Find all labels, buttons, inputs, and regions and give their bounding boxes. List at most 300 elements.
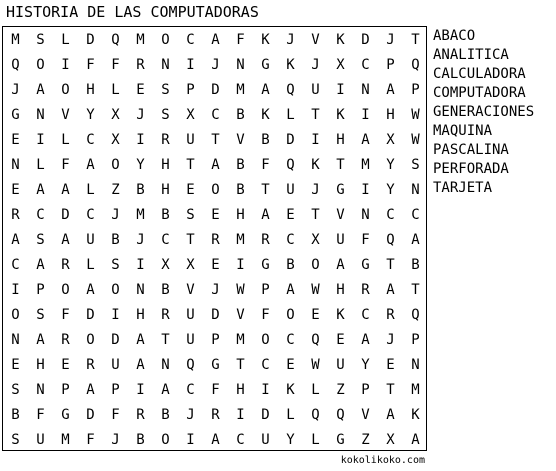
grid-letter[interactable]: Q: [11, 56, 20, 73]
grid-letter[interactable]: T: [161, 331, 170, 348]
grid-letter[interactable]: C: [261, 356, 270, 373]
grid-letter[interactable]: M: [236, 331, 245, 348]
grid-letter[interactable]: C: [236, 431, 245, 448]
grid-letter[interactable]: L: [286, 106, 295, 123]
grid-letter[interactable]: A: [86, 281, 95, 298]
grid-letter[interactable]: H: [336, 281, 345, 298]
grid-letter[interactable]: K: [411, 406, 420, 423]
grid-letter[interactable]: K: [336, 31, 345, 48]
grid-letter[interactable]: E: [211, 206, 220, 223]
grid-letter[interactable]: R: [211, 406, 220, 423]
grid-letter[interactable]: U: [336, 231, 345, 248]
grid-letter[interactable]: X: [186, 106, 195, 123]
grid-letter[interactable]: U: [286, 181, 295, 198]
grid-letter[interactable]: B: [11, 406, 20, 423]
grid-letter[interactable]: I: [186, 431, 195, 448]
grid-letter[interactable]: P: [361, 381, 370, 398]
grid-letter[interactable]: F: [361, 231, 370, 248]
grid-letter[interactable]: E: [136, 81, 145, 98]
grid-letter[interactable]: U: [186, 306, 195, 323]
grid-letter[interactable]: K: [261, 31, 270, 48]
grid-letter[interactable]: T: [311, 206, 320, 223]
grid-letter[interactable]: O: [161, 431, 170, 448]
grid-letter[interactable]: S: [186, 206, 195, 223]
grid-letter[interactable]: M: [11, 31, 20, 48]
grid-letter[interactable]: F: [111, 406, 120, 423]
grid-letter[interactable]: T: [186, 156, 195, 173]
grid-letter[interactable]: M: [236, 231, 245, 248]
grid-letter[interactable]: C: [36, 206, 45, 223]
grid-letter[interactable]: E: [286, 206, 295, 223]
grid-letter[interactable]: T: [411, 31, 420, 48]
grid-letter[interactable]: W: [411, 106, 420, 123]
grid-letter[interactable]: N: [411, 181, 420, 198]
grid-letter[interactable]: C: [86, 206, 95, 223]
grid-letter[interactable]: F: [61, 306, 70, 323]
grid-letter[interactable]: D: [286, 131, 295, 148]
grid-letter[interactable]: L: [86, 181, 95, 198]
grid-letter[interactable]: S: [161, 106, 170, 123]
grid-letter[interactable]: P: [111, 381, 120, 398]
grid-letter[interactable]: A: [211, 31, 220, 48]
grid-letter[interactable]: W: [236, 281, 245, 298]
grid-letter[interactable]: I: [136, 381, 145, 398]
grid-letter[interactable]: C: [386, 206, 395, 223]
grid-letter[interactable]: J: [386, 31, 395, 48]
grid-letter[interactable]: A: [286, 281, 295, 298]
grid-letter[interactable]: U: [111, 356, 120, 373]
grid-letter[interactable]: F: [261, 306, 270, 323]
grid-letter[interactable]: P: [36, 281, 45, 298]
grid-letter[interactable]: H: [36, 356, 45, 373]
grid-letter[interactable]: V: [61, 106, 70, 123]
grid-letter[interactable]: T: [386, 381, 395, 398]
grid-letter[interactable]: K: [286, 56, 295, 73]
grid-letter[interactable]: I: [111, 306, 120, 323]
grid-letter[interactable]: A: [361, 131, 370, 148]
grid-letter[interactable]: B: [161, 406, 170, 423]
grid-letter[interactable]: T: [336, 156, 345, 173]
grid-letter[interactable]: R: [61, 331, 70, 348]
grid-letter[interactable]: K: [336, 306, 345, 323]
grid-letter[interactable]: N: [161, 56, 170, 73]
grid-letter[interactable]: E: [211, 256, 220, 273]
grid-letter[interactable]: F: [211, 381, 220, 398]
grid-letter[interactable]: A: [36, 331, 45, 348]
grid-letter[interactable]: S: [36, 31, 45, 48]
grid-letter[interactable]: Y: [386, 156, 395, 173]
grid-letter[interactable]: F: [36, 406, 45, 423]
grid-letter[interactable]: T: [186, 231, 195, 248]
grid-letter[interactable]: C: [286, 331, 295, 348]
grid-letter[interactable]: R: [136, 406, 145, 423]
grid-letter[interactable]: M: [236, 81, 245, 98]
grid-letter[interactable]: R: [61, 256, 70, 273]
grid-letter[interactable]: D: [211, 306, 220, 323]
grid-letter[interactable]: N: [36, 106, 45, 123]
letter-grid[interactable]: [2, 26, 427, 451]
grid-letter[interactable]: A: [211, 156, 220, 173]
grid-letter[interactable]: X: [161, 256, 170, 273]
grid-letter[interactable]: G: [336, 431, 345, 448]
grid-letter[interactable]: I: [261, 381, 270, 398]
grid-letter[interactable]: Z: [111, 181, 120, 198]
grid-letter[interactable]: A: [36, 81, 45, 98]
grid-letter[interactable]: E: [186, 181, 195, 198]
grid-letter[interactable]: C: [211, 106, 220, 123]
grid-letter[interactable]: C: [186, 381, 195, 398]
grid-letter[interactable]: H: [336, 131, 345, 148]
grid-letter[interactable]: U: [186, 331, 195, 348]
grid-letter[interactable]: A: [411, 231, 420, 248]
grid-letter[interactable]: L: [86, 256, 95, 273]
grid-letter[interactable]: O: [61, 81, 70, 98]
grid-letter[interactable]: B: [286, 256, 295, 273]
grid-letter[interactable]: S: [111, 256, 120, 273]
grid-letter[interactable]: V: [336, 206, 345, 223]
grid-letter[interactable]: X: [186, 256, 195, 273]
grid-letter[interactable]: K: [261, 106, 270, 123]
grid-letter[interactable]: I: [136, 256, 145, 273]
grid-letter[interactable]: N: [136, 281, 145, 298]
grid-letter[interactable]: C: [361, 56, 370, 73]
grid-letter[interactable]: F: [236, 31, 245, 48]
word-item: ANALITICA: [433, 47, 509, 63]
grid-letter[interactable]: Y: [136, 156, 145, 173]
grid-letter[interactable]: T: [411, 281, 420, 298]
grid-letter[interactable]: Y: [86, 106, 95, 123]
grid-letter[interactable]: Y: [386, 181, 395, 198]
grid-letter[interactable]: B: [236, 106, 245, 123]
grid-letter[interactable]: U: [86, 231, 95, 248]
grid-letter[interactable]: Y: [361, 356, 370, 373]
grid-letter[interactable]: A: [361, 331, 370, 348]
grid-letter[interactable]: S: [36, 231, 45, 248]
word-item: CALCULADORA: [433, 66, 526, 82]
grid-letter[interactable]: Q: [411, 56, 420, 73]
grid-letter[interactable]: I: [36, 131, 45, 148]
grid-letter[interactable]: X: [111, 106, 120, 123]
grid-letter[interactable]: U: [261, 431, 270, 448]
grid-letter[interactable]: D: [261, 406, 270, 423]
grid-letter[interactable]: I: [236, 406, 245, 423]
grid-letter[interactable]: S: [161, 81, 170, 98]
word-item: ABACO: [433, 28, 476, 44]
grid-letter[interactable]: O: [261, 331, 270, 348]
grid-letter[interactable]: H: [136, 306, 145, 323]
grid-letter[interactable]: X: [386, 131, 395, 148]
grid-letter[interactable]: U: [186, 131, 195, 148]
grid-letter[interactable]: A: [411, 431, 420, 448]
grid-letter[interactable]: A: [61, 181, 70, 198]
grid-letter[interactable]: S: [411, 156, 420, 173]
grid-letter[interactable]: R: [211, 231, 220, 248]
grid-letter[interactable]: H: [161, 181, 170, 198]
grid-letter[interactable]: G: [11, 106, 20, 123]
grid-letter[interactable]: O: [86, 331, 95, 348]
grid-letter[interactable]: E: [386, 356, 395, 373]
grid-letter[interactable]: I: [136, 131, 145, 148]
puzzle-title: HISTORIA DE LAS COMPUTADORAS: [6, 3, 259, 21]
grid-letter[interactable]: W: [311, 356, 320, 373]
grid-letter[interactable]: P: [261, 281, 270, 298]
grid-letter[interactable]: F: [86, 431, 95, 448]
grid-letter[interactable]: B: [136, 181, 145, 198]
grid-letter[interactable]: M: [61, 431, 70, 448]
grid-letter[interactable]: M: [136, 31, 145, 48]
grid-letter[interactable]: L: [61, 131, 70, 148]
grid-letter[interactable]: J: [311, 56, 320, 73]
grid-letter[interactable]: G: [211, 356, 220, 373]
grid-letter[interactable]: D: [211, 81, 220, 98]
word-item: COMPUTADORA: [433, 85, 526, 101]
grid-letter[interactable]: A: [386, 81, 395, 98]
grid-letter[interactable]: V: [311, 31, 320, 48]
grid-letter[interactable]: J: [186, 406, 195, 423]
grid-letter[interactable]: T: [236, 356, 245, 373]
grid-letter[interactable]: D: [111, 331, 120, 348]
grid-letter[interactable]: L: [36, 156, 45, 173]
grid-letter[interactable]: O: [311, 256, 320, 273]
grid-letter[interactable]: R: [11, 206, 20, 223]
grid-letter[interactable]: A: [136, 356, 145, 373]
grid-letter[interactable]: N: [11, 331, 20, 348]
grid-letter[interactable]: I: [336, 81, 345, 98]
grid-letter[interactable]: Y: [286, 431, 295, 448]
grid-letter[interactable]: Q: [386, 231, 395, 248]
grid-letter[interactable]: J: [136, 231, 145, 248]
grid-letter[interactable]: B: [261, 131, 270, 148]
grid-letter[interactable]: I: [236, 256, 245, 273]
grid-letter[interactable]: X: [336, 56, 345, 73]
grid-letter[interactable]: O: [286, 306, 295, 323]
grid-letter[interactable]: A: [136, 331, 145, 348]
grid-letter[interactable]: I: [11, 281, 20, 298]
grid-letter[interactable]: J: [211, 281, 220, 298]
grid-letter[interactable]: V: [236, 131, 245, 148]
grid-letter[interactable]: L: [111, 81, 120, 98]
grid-letter[interactable]: T: [211, 131, 220, 148]
grid-letter[interactable]: O: [211, 181, 220, 198]
grid-letter[interactable]: A: [36, 181, 45, 198]
grid-letter[interactable]: P: [411, 81, 420, 98]
grid-letter[interactable]: A: [211, 431, 220, 448]
grid-letter[interactable]: V: [361, 406, 370, 423]
grid-letter[interactable]: B: [236, 156, 245, 173]
grid-letter[interactable]: D: [86, 306, 95, 323]
grid-letter[interactable]: L: [286, 406, 295, 423]
grid-letter[interactable]: L: [311, 381, 320, 398]
grid-letter[interactable]: B: [111, 231, 120, 248]
grid-letter[interactable]: V: [236, 306, 245, 323]
grid-letter[interactable]: A: [161, 381, 170, 398]
grid-letter[interactable]: T: [386, 256, 395, 273]
word-item: PERFORADA: [433, 161, 509, 177]
grid-letter[interactable]: I: [311, 131, 320, 148]
grid-letter[interactable]: K: [311, 156, 320, 173]
grid-letter[interactable]: X: [386, 431, 395, 448]
grid-letter[interactable]: O: [11, 306, 20, 323]
grid-letter[interactable]: M: [136, 206, 145, 223]
grid-letter[interactable]: H: [386, 106, 395, 123]
grid-letter[interactable]: E: [336, 331, 345, 348]
grid-letter[interactable]: A: [86, 381, 95, 398]
grid-letter[interactable]: O: [111, 281, 120, 298]
grid-letter[interactable]: S: [11, 431, 20, 448]
site-credit: kokolikoko.com: [340, 455, 425, 466]
grid-letter[interactable]: G: [261, 256, 270, 273]
grid-letter[interactable]: R: [386, 306, 395, 323]
grid-letter[interactable]: J: [386, 331, 395, 348]
grid-letter[interactable]: Z: [336, 381, 345, 398]
grid-letter[interactable]: I: [361, 106, 370, 123]
grid-letter[interactable]: J: [111, 206, 120, 223]
grid-letter[interactable]: B: [236, 181, 245, 198]
grid-letter[interactable]: I: [61, 56, 70, 73]
grid-letter[interactable]: O: [61, 281, 70, 298]
grid-letter[interactable]: P: [61, 381, 70, 398]
grid-letter[interactable]: G: [361, 256, 370, 273]
grid-letter[interactable]: D: [86, 31, 95, 48]
grid-letter[interactable]: J: [286, 31, 295, 48]
grid-letter[interactable]: N: [361, 81, 370, 98]
grid-letter[interactable]: T: [311, 106, 320, 123]
grid-letter[interactable]: B: [161, 281, 170, 298]
grid-letter[interactable]: F: [111, 56, 120, 73]
grid-letter[interactable]: A: [386, 406, 395, 423]
grid-letter[interactable]: D: [361, 31, 370, 48]
grid-letter[interactable]: Q: [286, 81, 295, 98]
grid-letter[interactable]: N: [411, 356, 420, 373]
grid-letter[interactable]: L: [61, 31, 70, 48]
grid-letter[interactable]: R: [261, 231, 270, 248]
grid-letter[interactable]: O: [161, 31, 170, 48]
grid-letter[interactable]: K: [286, 381, 295, 398]
grid-letter[interactable]: H: [236, 206, 245, 223]
grid-letter[interactable]: F: [61, 156, 70, 173]
grid-letter[interactable]: A: [11, 231, 20, 248]
grid-letter[interactable]: O: [36, 56, 45, 73]
grid-letter[interactable]: A: [86, 156, 95, 173]
grid-letter[interactable]: I: [361, 181, 370, 198]
grid-letter[interactable]: M: [411, 381, 420, 398]
grid-letter[interactable]: U: [36, 431, 45, 448]
grid-letter[interactable]: W: [311, 281, 320, 298]
grid-letter[interactable]: R: [86, 356, 95, 373]
grid-letter[interactable]: N: [236, 56, 245, 73]
grid-letter[interactable]: S: [11, 381, 20, 398]
grid-letter[interactable]: G: [61, 406, 70, 423]
grid-letter[interactable]: E: [11, 131, 20, 148]
grid-letter[interactable]: A: [261, 206, 270, 223]
grid-letter[interactable]: W: [411, 131, 420, 148]
grid-letter[interactable]: U: [336, 356, 345, 373]
grid-letter[interactable]: E: [61, 356, 70, 373]
grid-letter[interactable]: S: [36, 306, 45, 323]
grid-letter[interactable]: U: [311, 81, 320, 98]
grid-letter[interactable]: J: [136, 106, 145, 123]
grid-letter[interactable]: A: [61, 231, 70, 248]
grid-letter[interactable]: R: [136, 56, 145, 73]
grid-letter[interactable]: B: [411, 256, 420, 273]
grid-letter[interactable]: J: [11, 81, 20, 98]
grid-letter[interactable]: J: [311, 181, 320, 198]
word-list: [433, 27, 534, 198]
grid-letter[interactable]: R: [161, 131, 170, 148]
grid-letter[interactable]: H: [161, 156, 170, 173]
grid-letter[interactable]: A: [36, 256, 45, 273]
grid-letter[interactable]: L: [311, 431, 320, 448]
word-item: TARJETA: [433, 180, 493, 196]
grid-letter[interactable]: A: [336, 256, 345, 273]
grid-letter[interactable]: Q: [336, 406, 345, 423]
grid-letter[interactable]: C: [86, 131, 95, 148]
grid-letter[interactable]: B: [161, 206, 170, 223]
grid-letter[interactable]: C: [11, 256, 20, 273]
grid-letter[interactable]: C: [361, 306, 370, 323]
grid-letter[interactable]: H: [86, 81, 95, 98]
grid-letter[interactable]: F: [261, 156, 270, 173]
grid-letter[interactable]: R: [361, 281, 370, 298]
grid-letter[interactable]: Q: [311, 331, 320, 348]
grid-letter[interactable]: T: [261, 181, 270, 198]
grid-letter[interactable]: Q: [186, 356, 195, 373]
grid-letter[interactable]: Z: [361, 431, 370, 448]
grid-letter[interactable]: E: [11, 181, 20, 198]
grid-letter[interactable]: Q: [411, 306, 420, 323]
grid-letter[interactable]: N: [36, 381, 45, 398]
grid-letter[interactable]: Q: [111, 31, 120, 48]
grid-letter[interactable]: C: [286, 231, 295, 248]
grid-letter[interactable]: J: [111, 431, 120, 448]
grid-letter[interactable]: X: [311, 231, 320, 248]
grid-letter[interactable]: E: [11, 356, 20, 373]
grid-letter[interactable]: N: [361, 206, 370, 223]
grid-letter[interactable]: O: [111, 156, 120, 173]
grid-letter[interactable]: N: [11, 156, 20, 173]
grid-letter[interactable]: V: [186, 281, 195, 298]
grid-letter[interactable]: C: [186, 31, 195, 48]
grid-letter[interactable]: I: [186, 56, 195, 73]
grid-letter[interactable]: M: [361, 156, 370, 173]
grid-letter[interactable]: A: [261, 81, 270, 98]
grid-letter[interactable]: P: [411, 331, 420, 348]
grid-letter[interactable]: D: [61, 206, 70, 223]
grid-letter[interactable]: P: [386, 56, 395, 73]
grid-letter[interactable]: K: [336, 106, 345, 123]
grid-letter[interactable]: X: [111, 131, 120, 148]
grid-letter[interactable]: F: [86, 56, 95, 73]
grid-letter[interactable]: E: [286, 356, 295, 373]
grid-letter[interactable]: R: [161, 306, 170, 323]
grid-letter[interactable]: C: [411, 206, 420, 223]
grid-letter[interactable]: P: [186, 81, 195, 98]
grid-letter[interactable]: G: [336, 181, 345, 198]
grid-letter[interactable]: G: [261, 56, 270, 73]
grid-letter[interactable]: H: [236, 381, 245, 398]
grid-letter[interactable]: B: [136, 431, 145, 448]
grid-letter[interactable]: E: [311, 306, 320, 323]
grid-letter[interactable]: N: [161, 356, 170, 373]
grid-letter[interactable]: P: [211, 331, 220, 348]
grid-letter[interactable]: Q: [286, 156, 295, 173]
word-item: MAQUINA: [433, 123, 493, 139]
grid-letter[interactable]: C: [161, 231, 170, 248]
grid-letter[interactable]: Q: [311, 406, 320, 423]
grid-letter[interactable]: J: [211, 56, 220, 73]
grid-letter[interactable]: D: [86, 406, 95, 423]
grid-letter[interactable]: A: [386, 281, 395, 298]
